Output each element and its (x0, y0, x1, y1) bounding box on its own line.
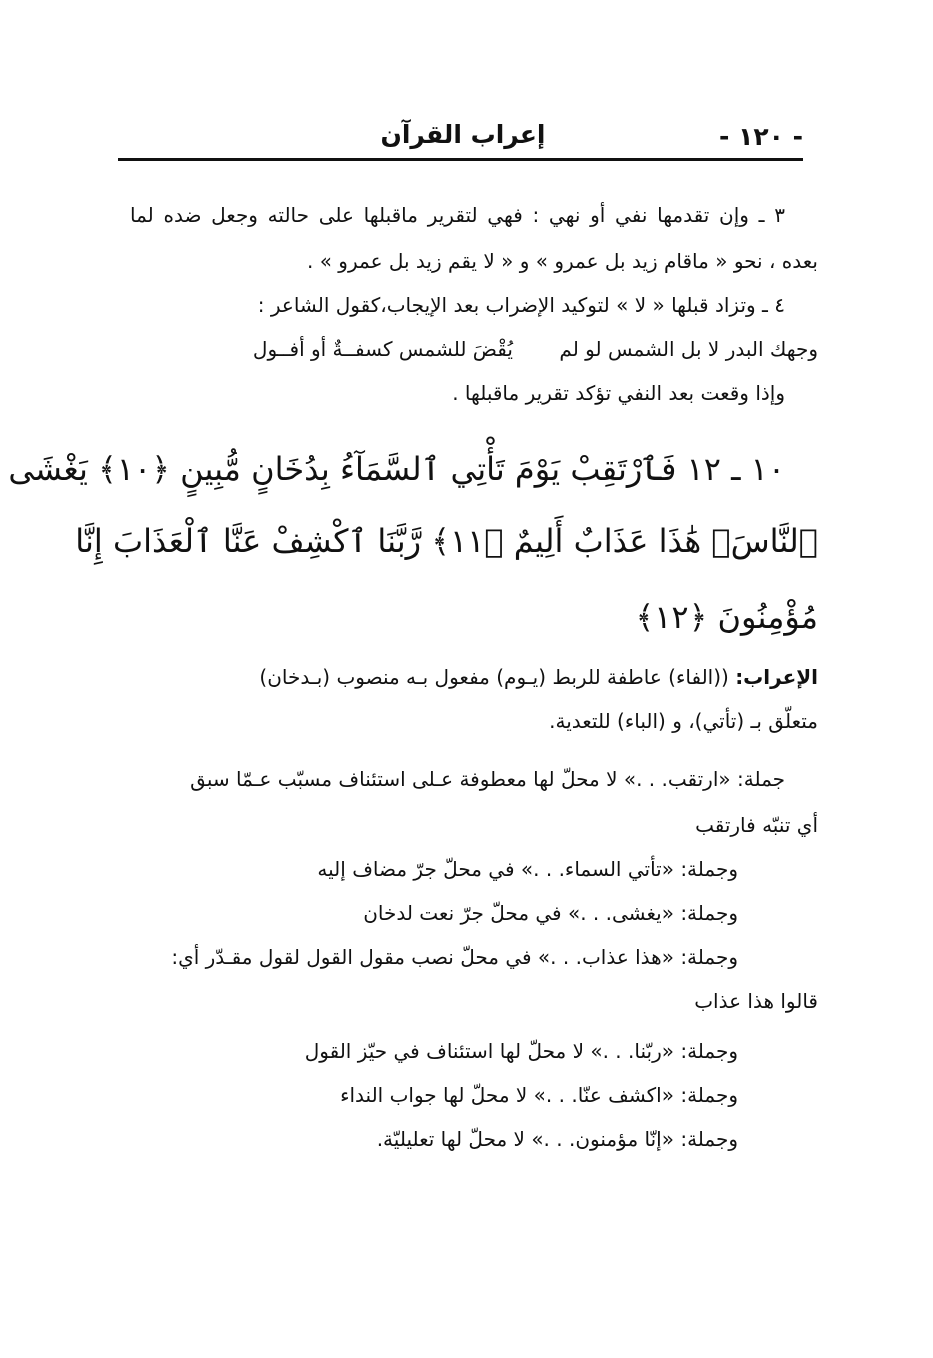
irab-label: الإعراب: (735, 665, 818, 689)
verse-line: ٱلنَّاسَۖ هَٰذَا عَذَابٌ أَلِيمٌ ﴿١١﴾ رَّبَّنَا ٱكْشِفْ عَنَّا ٱلْعَذَابَ إِنَّا (75, 522, 818, 560)
running-title: إعراب القرآن (380, 120, 546, 149)
sentence-line: وجملة: «ربّنا. . .» لا محلّ لها استئناف في حيّز القول (304, 1039, 738, 1063)
intro-line: وإذا وقعت بعد النفي تؤكد تقرير ماقبلها . (452, 381, 785, 405)
verse-line: ١٠ ـ ١٢ فَٱرْتَقِبْ يَوْمَ تَأْتِي ٱلسَّمَآءُ بِدُخَانٍ مُّبِينٍ ﴿١٠﴾ يَغْشَى (8, 450, 785, 488)
page-number: - ١٢٠ - (719, 122, 803, 151)
sentence-line: وجملة: «إنّا مؤمنون. . .» لا محلّ لها تعليليّة. (376, 1127, 738, 1151)
sentence-line: جملة: «ارتقب. . .» لا محلّ لها معطوفة عـلى استئناف مسبّب عـمّا سبق (190, 767, 785, 791)
sentence-line: قالوا هذا عذاب (694, 989, 818, 1013)
page-header (118, 112, 803, 161)
sentence-line: أي تنبّه فارتقب (695, 813, 818, 837)
sentence-line: وجملة: «اكشف عنّا. . .» لا محلّ لها جواب النداء (340, 1083, 738, 1107)
irab-line (259, 662, 818, 692)
intro-line: ٣ ـ وإن تقدمها نفي أو نهي : فهي لتقرير ماقبلها على حالته وجعل ضده لما (130, 203, 785, 227)
irab-text: ((الفاء) عاطفة للربط (يـوم) مفعول بـه منصوب (بـدخان) (259, 665, 736, 689)
poem-hemistich-2: يُقْضَ للشمس كسفــةٌ أو أفــول (252, 337, 513, 361)
intro-line: بعده ، نحو « ماقام زيد بل عمرو » و « لا يقم زيد بل عمرو » . (307, 249, 818, 273)
intro-line: ٤ ـ وتزاد قبلها « لا » لتوكيد الإضراب بعد الإيجاب،كقول الشاعر : (257, 293, 785, 317)
sentence-line: وجملة: «هذا عذاب. . .» في محلّ نصب مقول القول لقول مقـدّر أي: (171, 945, 738, 969)
verse-line: مُؤْمِنُونَ ﴿١٢﴾ (635, 598, 818, 636)
sentence-line: وجملة: «تأتي السماء. . .» في محلّ جرّ مضاف إليه (317, 857, 738, 881)
sentence-line: وجملة: «يغشى. . .» في محلّ جرّ نعت لدخان (363, 901, 738, 925)
poem-hemistich-1: وجهك البدر لا بل الشمس لو لم (559, 337, 818, 361)
irab-line: متعلّق بـ (تأتي)، و (الباء) للتعدية. (549, 709, 818, 733)
